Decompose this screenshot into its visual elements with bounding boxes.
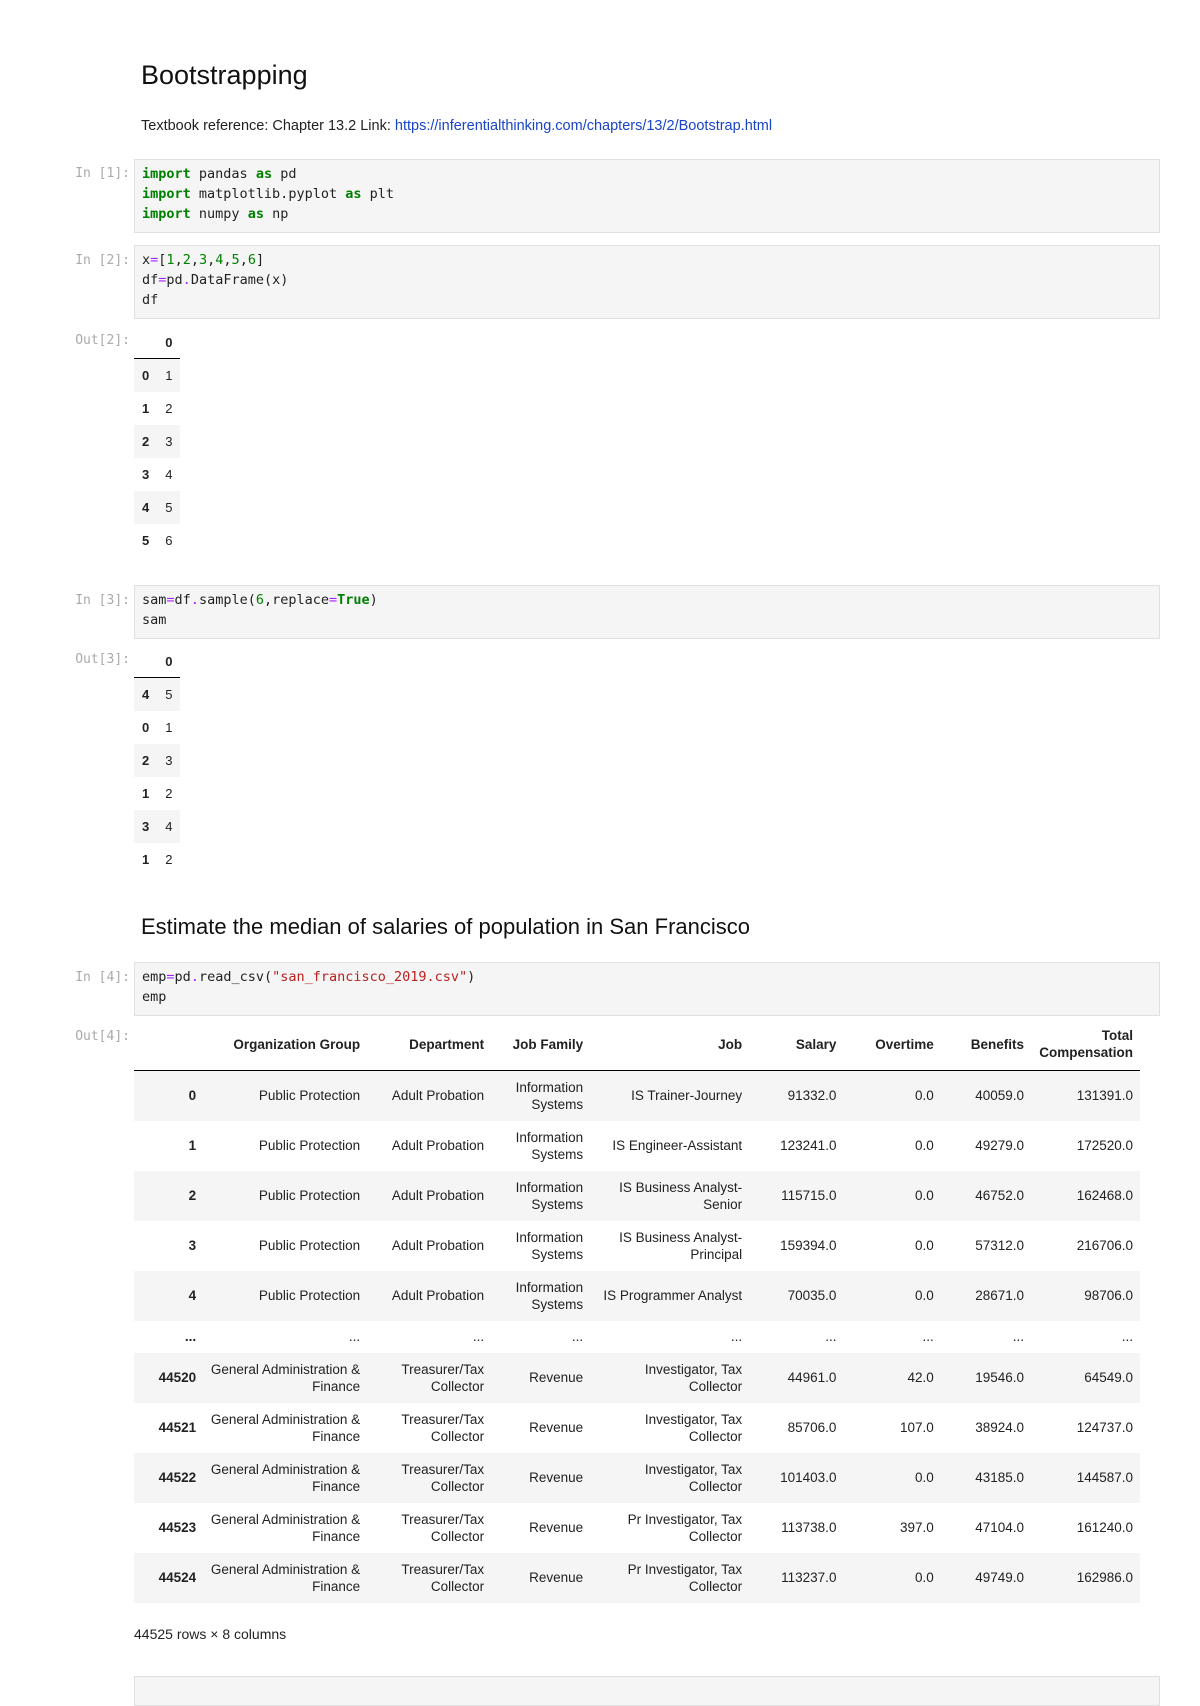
table-row: 0 1 bbox=[134, 359, 180, 393]
reference-link[interactable]: https://inferentialthinking.com/chapters/13/2/Bootstrap.html bbox=[394, 118, 773, 134]
table-row: 2 3 bbox=[134, 425, 180, 458]
input-prompt-2: In [2]: bbox=[75, 253, 130, 268]
column-header: Department bbox=[367, 1018, 491, 1071]
emp-output-table bbox=[134, 1018, 1140, 1603]
column-header: Organization Group bbox=[203, 1018, 367, 1071]
table-row: 2 3 bbox=[134, 744, 180, 777]
table-row: 1 2 bbox=[142, 852, 173, 867]
column-header: Benefits bbox=[941, 1018, 1031, 1071]
input-prompt-3: In [3]: bbox=[75, 593, 130, 608]
table-row: 1 2 bbox=[142, 401, 173, 416]
table-row: 4 5 bbox=[134, 491, 180, 524]
table-row: 0 Public Protection Adult Probation Information Systems IS Trainer-Journey 91332.0 0.0 40059.0 131391.0 bbox=[134, 1071, 1140, 1121]
table-row: 44523 General Administration & Finance Treasurer/Tax Collector Revenue Pr Investigator, Tax Collector 113738.0 397.0 47104.0 161240.0 bbox=[158, 1511, 1133, 1544]
reference-text: Textbook reference: Chapter 13.2 Link: bbox=[141, 118, 395, 134]
output-prompt-2: Out[2]: bbox=[75, 333, 130, 348]
table-row: 44522 General Administration & Finance Treasurer/Tax Collector Revenue Investigator, Tax Collector 101403.0 0.0 43185.0 144587.0 bbox=[134, 1453, 1140, 1503]
table-row: ... ... ... ... ... ... ... ... ... bbox=[184, 1329, 1133, 1344]
table-row: 2 Public Protection Adult Probation Information Systems IS Business Analyst-Senior 115715.0 0.0 46752.0 162468.0 bbox=[134, 1171, 1140, 1221]
section-heading: Estimate the median of salaries of population in San Francisco bbox=[141, 914, 750, 939]
table-shape: 44525 rows × 8 columns bbox=[134, 1626, 287, 1642]
column-header: 0 bbox=[157, 326, 180, 359]
table-row: 1 2 bbox=[142, 786, 173, 801]
table-row: 44521 General Administration & Finance Treasurer/Tax Collector Revenue Investigator, Tax Collector 85706.0 107.0 38924.0 124737.0 bbox=[158, 1411, 1133, 1444]
code-cell-4[interactable]: emp=pd.read_csv("san_francisco_2019.csv") emp bbox=[134, 962, 1160, 1016]
column-header: Total Compensation bbox=[1031, 1018, 1140, 1071]
column-header: Job Family bbox=[491, 1018, 590, 1071]
code-cell-5[interactable] bbox=[134, 1676, 1160, 1706]
notebook-title: Bootstrapping bbox=[141, 60, 308, 90]
textbook-reference bbox=[141, 118, 772, 134]
table-row: 1 Public Protection Adult Probation Information Systems IS Engineer-Assistant 123241.0 0.0 49279.0 172520.0 bbox=[188, 1129, 1133, 1162]
table-row: 44524 General Administration & Finance Treasurer/Tax Collector Revenue Pr Investigator, Tax Collector 113237.0 0.0 49749.0 162986.0 bbox=[134, 1553, 1140, 1603]
column-header: Overtime bbox=[843, 1018, 940, 1071]
output-prompt-3: Out[3]: bbox=[75, 652, 130, 667]
code-cell-1[interactable]: import pandas as pd import matplotlib.pyplot as plt import numpy as np bbox=[134, 159, 1160, 233]
df-output-table bbox=[134, 326, 180, 557]
table-row: 5 6 bbox=[142, 533, 173, 548]
code-cell-2[interactable]: x=[1,2,3,4,5,6] df=pd.DataFrame(x) df bbox=[134, 245, 1160, 319]
code-cell-3[interactable]: sam=df.sample(6,replace=True) sam bbox=[134, 585, 1160, 639]
table-row: 3 4 bbox=[134, 810, 180, 843]
output-prompt-4: Out[4]: bbox=[75, 1029, 130, 1044]
input-prompt-4: In [4]: bbox=[75, 970, 130, 985]
column-header: Salary bbox=[749, 1018, 843, 1071]
table-header-row bbox=[134, 1018, 1140, 1071]
table-row: 3 Public Protection Adult Probation Information Systems IS Business Analyst-Principal 159394.0 0.0 57312.0 216706.0 bbox=[188, 1229, 1133, 1262]
input-prompt-1: In [1]: bbox=[75, 166, 130, 181]
table-row: 4 Public Protection Adult Probation Information Systems IS Programmer Analyst 70035.0 0.0 28671.0 98706.0 bbox=[134, 1271, 1140, 1321]
table-row: 44520 General Administration & Finance Treasurer/Tax Collector Revenue Investigator, Tax Collector 44961.0 42.0 19546.0 64549.0 bbox=[134, 1353, 1140, 1403]
sam-output-table bbox=[134, 645, 180, 876]
table-row: 4 5 bbox=[134, 678, 180, 712]
table-row: 0 1 bbox=[142, 720, 173, 735]
column-header: Job bbox=[590, 1018, 749, 1071]
table-row: 3 4 bbox=[142, 467, 173, 482]
column-header: 0 bbox=[157, 645, 180, 678]
